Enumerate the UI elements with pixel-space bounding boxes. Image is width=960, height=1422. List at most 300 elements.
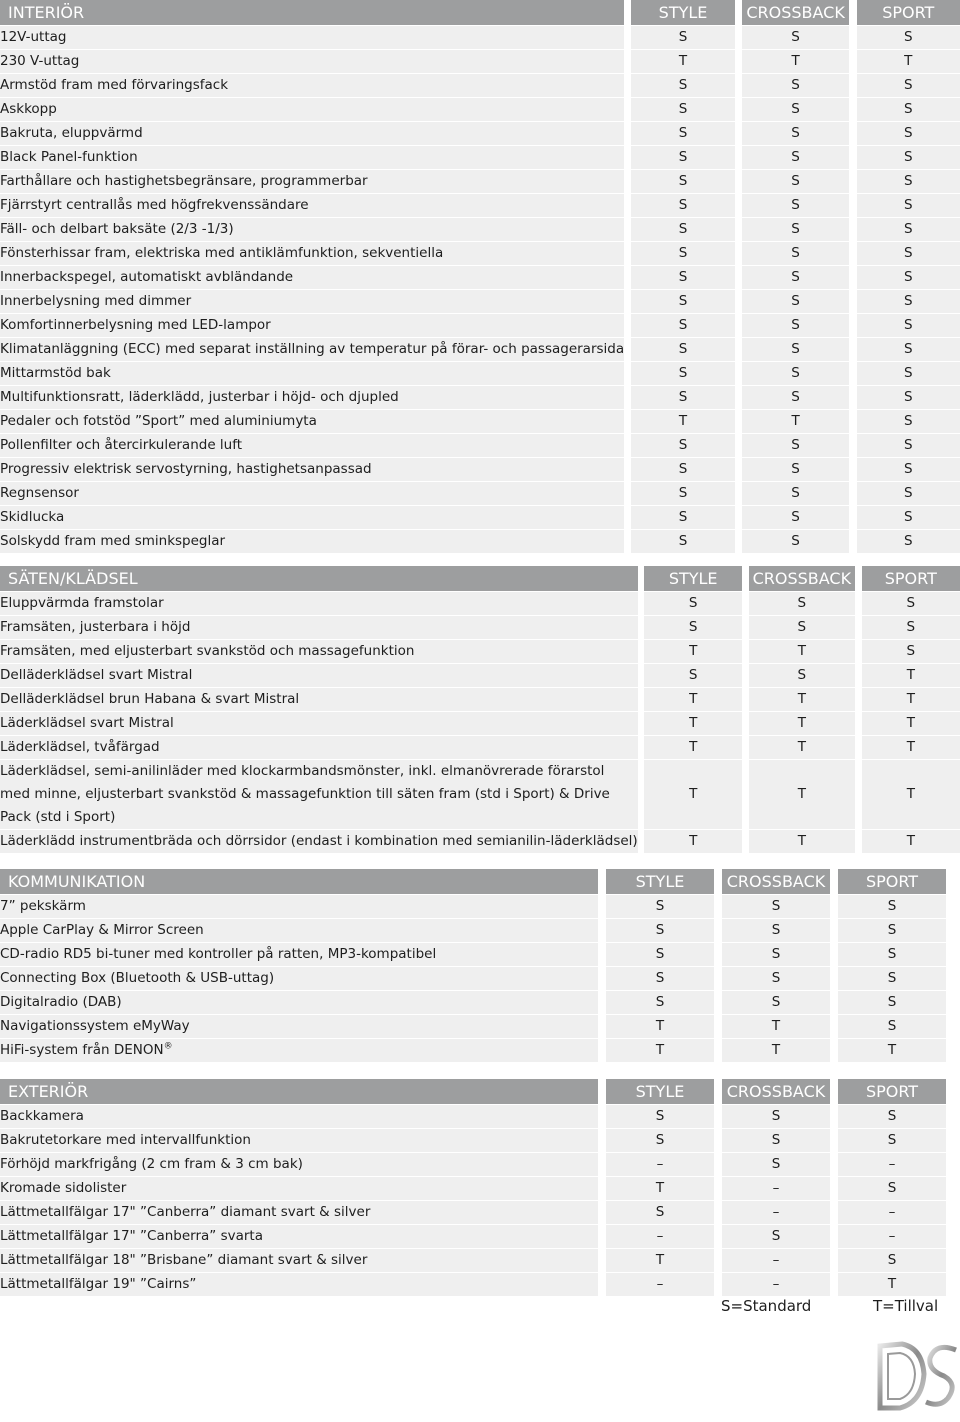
table-row [0,290,960,314]
value-crossback: S [742,338,849,362]
value-crossback: T [742,410,849,434]
feature-label: Connecting Box (Bluetooth & USB-uttag) [0,970,275,986]
feature-name [0,314,624,338]
feature-label: Lättmetallfälgar 17" ”Canberra” diamant svart & silver [0,1204,371,1220]
value-crossback: S [722,1129,830,1153]
feature-label: Skidlucka [0,509,65,525]
interior-section-title: INTERIÖR [0,0,624,26]
feature-label: Askkopp [0,101,57,117]
value-style: S [606,1105,714,1129]
feature-label: Lättmetallfälgar 17" ”Canberra” svarta [0,1228,263,1244]
table-row [0,895,946,919]
table-row [0,1201,946,1225]
value-crossback: S [742,290,849,314]
table-row [0,1225,946,1249]
table-row [0,1153,946,1177]
value-style: S [631,170,734,194]
feature-label: Eluppvärmda framstolar [0,595,164,611]
value-style: S [606,967,714,991]
legend [0,1297,960,1319]
feature-label: Black Panel-funktion [0,149,138,165]
table-row [0,122,960,146]
table-row [0,616,960,640]
column-header-sport: SPORT [857,0,960,26]
feature-name [0,74,624,98]
feature-label: Innerbelysning med dimmer [0,293,192,309]
feature-label: Mittarmstöd bak [0,365,111,381]
value-sport: S [857,170,960,194]
value-style: T [606,1039,714,1063]
table-row [0,712,960,736]
value-sport: S [857,314,960,338]
table-row [0,1105,946,1129]
feature-label: Fönsterhissar fram, elektriska med antiklämfunktion, sekventiella [0,245,444,261]
value-sport: S [857,74,960,98]
value-style: S [606,943,714,967]
value-style: S [631,146,734,170]
feature-label: Läderklädd instrumentbräda och dörrsidor (endast i kombination med semianilin-läderklädsel) [0,833,638,849]
value-sport: S [857,506,960,530]
feature-name [0,592,638,616]
value-sport: – [838,1153,946,1177]
value-style: S [631,98,734,122]
communication-section-title: KOMMUNIKATION [0,869,598,895]
value-sport: S [838,919,946,943]
value-style: – [606,1153,714,1177]
value-style: S [606,991,714,1015]
feature-name [0,122,624,146]
column-header-style: STYLE [644,566,742,592]
value-crossback: S [742,362,849,386]
value-style: S [631,122,734,146]
feature-label: Komfortinnerbelysning med LED-lampor [0,317,271,333]
feature-label: Klimatanläggning (ECC) med separat inställning av temperatur på förar- och passagerarsida [0,341,625,357]
value-crossback: S [722,1153,830,1177]
value-sport: S [857,122,960,146]
table-row [0,943,946,967]
exterior-table [0,1079,946,1297]
value-style: T [606,1015,714,1039]
table-row [0,592,960,616]
value-style: S [631,506,734,530]
value-style: S [606,1201,714,1225]
value-crossback: – [722,1177,830,1201]
feature-name [0,736,638,760]
value-style: S [631,74,734,98]
feature-name [0,434,624,458]
value-style: T [631,410,734,434]
value-style: S [631,242,734,266]
value-sport: S [838,1015,946,1039]
value-crossback: T [722,1015,830,1039]
value-sport: S [857,242,960,266]
feature-name [0,664,638,688]
feature-name [0,98,624,122]
value-style: T [644,712,742,736]
feature-label: Multifunktionsratt, läderklädd, justerbar i höjd- och djupled [0,389,399,405]
table-row [0,1249,946,1273]
table-row [0,266,960,290]
value-sport: T [862,688,960,712]
value-crossback: T [749,760,855,830]
value-style: S [606,895,714,919]
feature-label: Pedaler och fotstöd ”Sport” med aluminiumyta [0,413,317,429]
value-style: T [644,830,742,854]
value-style: S [631,194,734,218]
value-style: S [644,664,742,688]
feature-label: Lättmetallfälgar 19" ”Cairns” [0,1276,197,1292]
value-crossback: S [742,314,849,338]
value-sport: S [857,458,960,482]
value-crossback: S [742,242,849,266]
feature-name [0,967,598,991]
value-sport: S [857,26,960,50]
value-style: T [606,1249,714,1273]
table-row [0,434,960,458]
feature-label: Navigationssystem eMyWay [0,1018,190,1034]
feature-label: Apple CarPlay & Mirror Screen [0,922,204,938]
value-sport: T [838,1039,946,1063]
feature-label: Solskydd fram med sminkspeglar [0,533,226,549]
exterior-section-title: EXTERIÖR [0,1079,598,1105]
column-header-crossback: CROSSBACK [722,1079,830,1105]
feature-name [0,1015,598,1039]
table-row [0,1177,946,1201]
value-style: T [644,688,742,712]
value-crossback: S [742,386,849,410]
value-sport: S [857,530,960,554]
feature-label: Bakrutetorkare med intervallfunktion [0,1132,251,1148]
table-row [0,1039,946,1063]
table-row [0,530,960,554]
column-header-sport: SPORT [862,566,960,592]
table-row [0,26,960,50]
value-style: – [606,1273,714,1297]
value-crossback: S [742,194,849,218]
value-sport: S [838,1105,946,1129]
value-sport: S [862,640,960,664]
feature-name [0,1153,598,1177]
value-crossback: T [742,50,849,74]
feature-label: Digitalradio (DAB) [0,994,122,1010]
table-row [0,242,960,266]
value-crossback: S [749,664,855,688]
value-crossback: S [742,266,849,290]
value-style: T [631,50,734,74]
value-style: S [631,530,734,554]
feature-name [0,1273,598,1297]
feature-label: Bakruta, eluppvärmd [0,125,143,141]
table-row [0,194,960,218]
column-header-style: STYLE [631,0,734,26]
feature-name [0,1129,598,1153]
value-style: T [644,760,742,830]
column-header-style: STYLE [606,1079,714,1105]
feature-label: Innerbackspegel, automatiskt avbländande [0,269,294,285]
feature-label: Läderklädsel, tvåfärgad [0,739,160,755]
value-sport: T [857,50,960,74]
feature-label: CD-radio RD5 bi-tuner med kontroller på ratten, MP3-kompatibel [0,946,437,962]
feature-name [0,242,624,266]
feature-name [0,712,638,736]
table-row [0,338,960,362]
value-sport: S [857,266,960,290]
value-crossback: S [722,1105,830,1129]
feature-name [0,290,624,314]
feature-name [0,830,638,854]
value-sport: S [838,1249,946,1273]
feature-name [0,640,638,664]
value-sport: S [857,146,960,170]
value-style: S [631,434,734,458]
feature-name [0,688,638,712]
feature-label: Delläderklädsel brun Habana & svart Mistral [0,691,300,707]
value-sport: T [862,712,960,736]
value-style: S [631,458,734,482]
feature-label: Progressiv elektrisk servostyrning, hastighetsanpassad [0,461,372,477]
feature-name [0,482,624,506]
value-style: S [631,218,734,242]
value-crossback: S [742,98,849,122]
value-sport: S [838,991,946,1015]
value-sport: S [857,410,960,434]
table-row [0,50,960,74]
table-row [0,218,960,242]
feature-label: HiFi-system från DENON [0,1042,164,1058]
feature-name [0,506,624,530]
value-sport: S [857,362,960,386]
feature-label: Farthållare och hastighetsbegränsare, programmerbar [0,173,368,189]
value-sport: S [838,943,946,967]
value-crossback: T [722,1039,830,1063]
table-row [0,1273,946,1297]
value-sport: – [838,1225,946,1249]
column-header-crossback: CROSSBACK [722,869,830,895]
value-crossback: S [742,122,849,146]
value-style: S [644,592,742,616]
feature-name [0,919,598,943]
feature-label: Läderklädsel svart Mistral [0,715,174,731]
feature-name [0,458,624,482]
feature-name [0,338,624,362]
feature-name [0,1225,598,1249]
table-row [0,919,946,943]
table-row [0,146,960,170]
value-style: T [606,1177,714,1201]
feature-name [0,530,624,554]
communication-header-row [0,869,946,895]
value-style: S [606,1129,714,1153]
value-style: – [606,1225,714,1249]
feature-label: Läderklädsel, semi-anilinläder med klockarmbandsmönster, inkl. elmanövrerade förarstol med minne, eljusterbart svankstöd & massagefunktion till säten fram (std i Sport) & Drive Pack (std i Sport) [0,763,610,825]
value-style: S [631,26,734,50]
value-style: S [631,266,734,290]
value-crossback: T [749,712,855,736]
value-crossback: S [742,530,849,554]
value-style: S [631,386,734,410]
table-row [0,386,960,410]
value-sport: S [862,616,960,640]
legend-optional: T=Tillval [873,1297,939,1315]
table-row [0,736,960,760]
value-sport: S [838,1129,946,1153]
value-crossback: S [722,943,830,967]
value-crossback: S [722,991,830,1015]
legend-standard: S=Standard [721,1297,812,1315]
feature-name [0,50,624,74]
feature-label: 230 V-uttag [0,53,80,69]
value-crossback: T [749,736,855,760]
value-sport: T [862,760,960,830]
feature-name [0,266,624,290]
registered-mark: ® [163,1041,173,1052]
column-header-sport: SPORT [838,869,946,895]
value-sport: S [857,290,960,314]
value-crossback: S [722,919,830,943]
table-row [0,967,946,991]
value-sport: S [857,218,960,242]
feature-name [0,1201,598,1225]
value-crossback: – [722,1273,830,1297]
feature-label: Pollenfilter och återcirkulerande luft [0,437,243,453]
value-style: S [606,919,714,943]
value-crossback: S [742,26,849,50]
table-row [0,170,960,194]
value-sport: – [838,1201,946,1225]
feature-label: Förhöjd markfrigång (2 cm fram & 3 cm bak) [0,1156,303,1172]
feature-name [0,386,624,410]
feature-label: 7” pekskärm [0,898,86,914]
value-crossback: T [749,688,855,712]
exterior-header-row [0,1079,946,1105]
value-crossback: S [722,967,830,991]
value-style: S [631,314,734,338]
value-sport: T [862,664,960,688]
value-sport: S [857,434,960,458]
feature-name [0,194,624,218]
feature-label: Armstöd fram med förvaringsfack [0,77,229,93]
value-sport: S [862,592,960,616]
value-sport: S [838,967,946,991]
feature-name [0,1249,598,1273]
value-crossback: S [742,74,849,98]
communication-table [0,869,946,1063]
value-crossback: S [749,592,855,616]
feature-name [0,410,624,434]
value-sport: T [862,736,960,760]
table-row [0,314,960,338]
interior-header-row [0,0,960,26]
interior-table [0,0,960,554]
table-row [0,1129,946,1153]
feature-label: Delläderklädsel svart Mistral [0,667,193,683]
feature-label: Regnsensor [0,485,79,501]
feature-label: Framsäten, justerbara i höjd [0,619,191,635]
value-style: S [631,362,734,386]
feature-name [0,170,624,194]
feature-name [0,616,638,640]
value-sport: S [838,1177,946,1201]
feature-name [0,1039,598,1063]
value-style: S [631,290,734,314]
value-style: T [644,736,742,760]
column-header-crossback: CROSSBACK [742,0,849,26]
table-row [0,410,960,434]
value-sport: T [862,830,960,854]
table-row [0,506,960,530]
value-sport: S [857,338,960,362]
seats-header-row [0,566,960,592]
value-crossback: – [722,1249,830,1273]
value-style: S [631,482,734,506]
value-crossback: S [742,218,849,242]
value-crossback: S [722,895,830,919]
table-row [0,458,960,482]
value-style: T [644,640,742,664]
table-row [0,830,960,854]
value-crossback: S [722,1225,830,1249]
ds-logo-icon [870,1336,960,1416]
feature-name [0,760,638,830]
value-crossback: S [742,506,849,530]
feature-label: Fjärrstyrt centrallås med högfrekvenssändare [0,197,309,213]
seats-section-title: SÄTEN/KLÄDSEL [0,566,638,592]
feature-label: Fäll- och delbart baksäte (2/3 -1/3) [0,221,234,237]
value-crossback: S [742,434,849,458]
column-header-crossback: CROSSBACK [749,566,855,592]
table-row [0,760,960,830]
table-row [0,640,960,664]
column-header-style: STYLE [606,869,714,895]
value-sport: S [857,98,960,122]
seats-table [0,566,960,854]
value-style: S [644,616,742,640]
value-sport: S [838,895,946,919]
value-sport: S [857,194,960,218]
value-crossback: S [742,146,849,170]
feature-label: Framsäten, med eljusterbart svankstöd och massagefunktion [0,643,415,659]
feature-name [0,943,598,967]
feature-name [0,895,598,919]
feature-name [0,991,598,1015]
value-crossback: S [742,482,849,506]
value-style: S [631,338,734,362]
feature-name [0,218,624,242]
value-crossback: – [722,1201,830,1225]
feature-label: Backkamera [0,1108,84,1124]
table-row [0,362,960,386]
value-crossback: S [742,170,849,194]
table-row [0,991,946,1015]
table-row [0,688,960,712]
value-sport: S [857,386,960,410]
value-crossback: S [749,616,855,640]
table-row [0,1015,946,1039]
feature-name [0,1177,598,1201]
value-sport: T [838,1273,946,1297]
feature-label: 12V-uttag [0,29,67,45]
feature-name [0,1105,598,1129]
feature-name [0,362,624,386]
table-row [0,98,960,122]
column-header-sport: SPORT [838,1079,946,1105]
feature-name [0,146,624,170]
table-row [0,664,960,688]
table-row [0,482,960,506]
value-sport: S [857,482,960,506]
value-crossback: T [749,640,855,664]
feature-label: Lättmetallfälgar 18" ”Brisbane” diamant svart & silver [0,1252,368,1268]
